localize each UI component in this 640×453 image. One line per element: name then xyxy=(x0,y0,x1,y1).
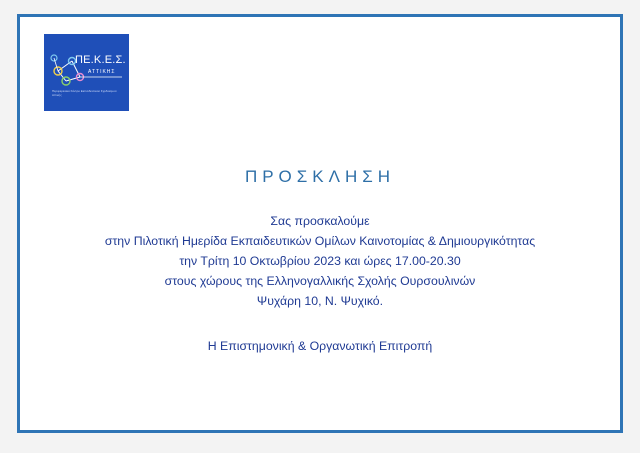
invitation-line-address: Ψυχάρη 10, Ν. Ψυχικό. xyxy=(256,294,384,308)
network-logo-icon xyxy=(44,34,129,111)
invitation-title: ΠΡΟΣΚΛΗΣΗ xyxy=(244,167,396,186)
invitation-line-greeting: Σας προσκαλούμε xyxy=(270,214,370,228)
logo-subtitle: ΑΤΤΙΚΗΣ xyxy=(88,69,116,75)
invitation-card xyxy=(17,14,623,433)
invitation-line-venue: στους χώρους της Ελληνογαλλικής Σχολής Ουρσουλινών xyxy=(164,274,476,288)
invitation-line-date: την Τρίτη 10 Οκτωβρίου 2023 και ώρες 17.00-20.30 xyxy=(179,254,461,268)
pekes-logo xyxy=(44,34,129,111)
logo-title: ΠΕ.Κ.Ε.Σ. xyxy=(75,54,126,66)
invitation-body xyxy=(20,211,620,311)
invitation-line-event: στην Πιλοτική Ημερίδα Εκπαιδευτικών Ομίλων Καινοτομίας & Δημιουργικότητας xyxy=(104,234,536,248)
logo-caption: Περιφερειακό Κέντρο Εκπαιδευτικού Σχεδιασμού Αττικής xyxy=(52,89,117,97)
invitation-signature: Η Επιστημονική & Οργανωτική Επιτροπή xyxy=(207,339,433,353)
